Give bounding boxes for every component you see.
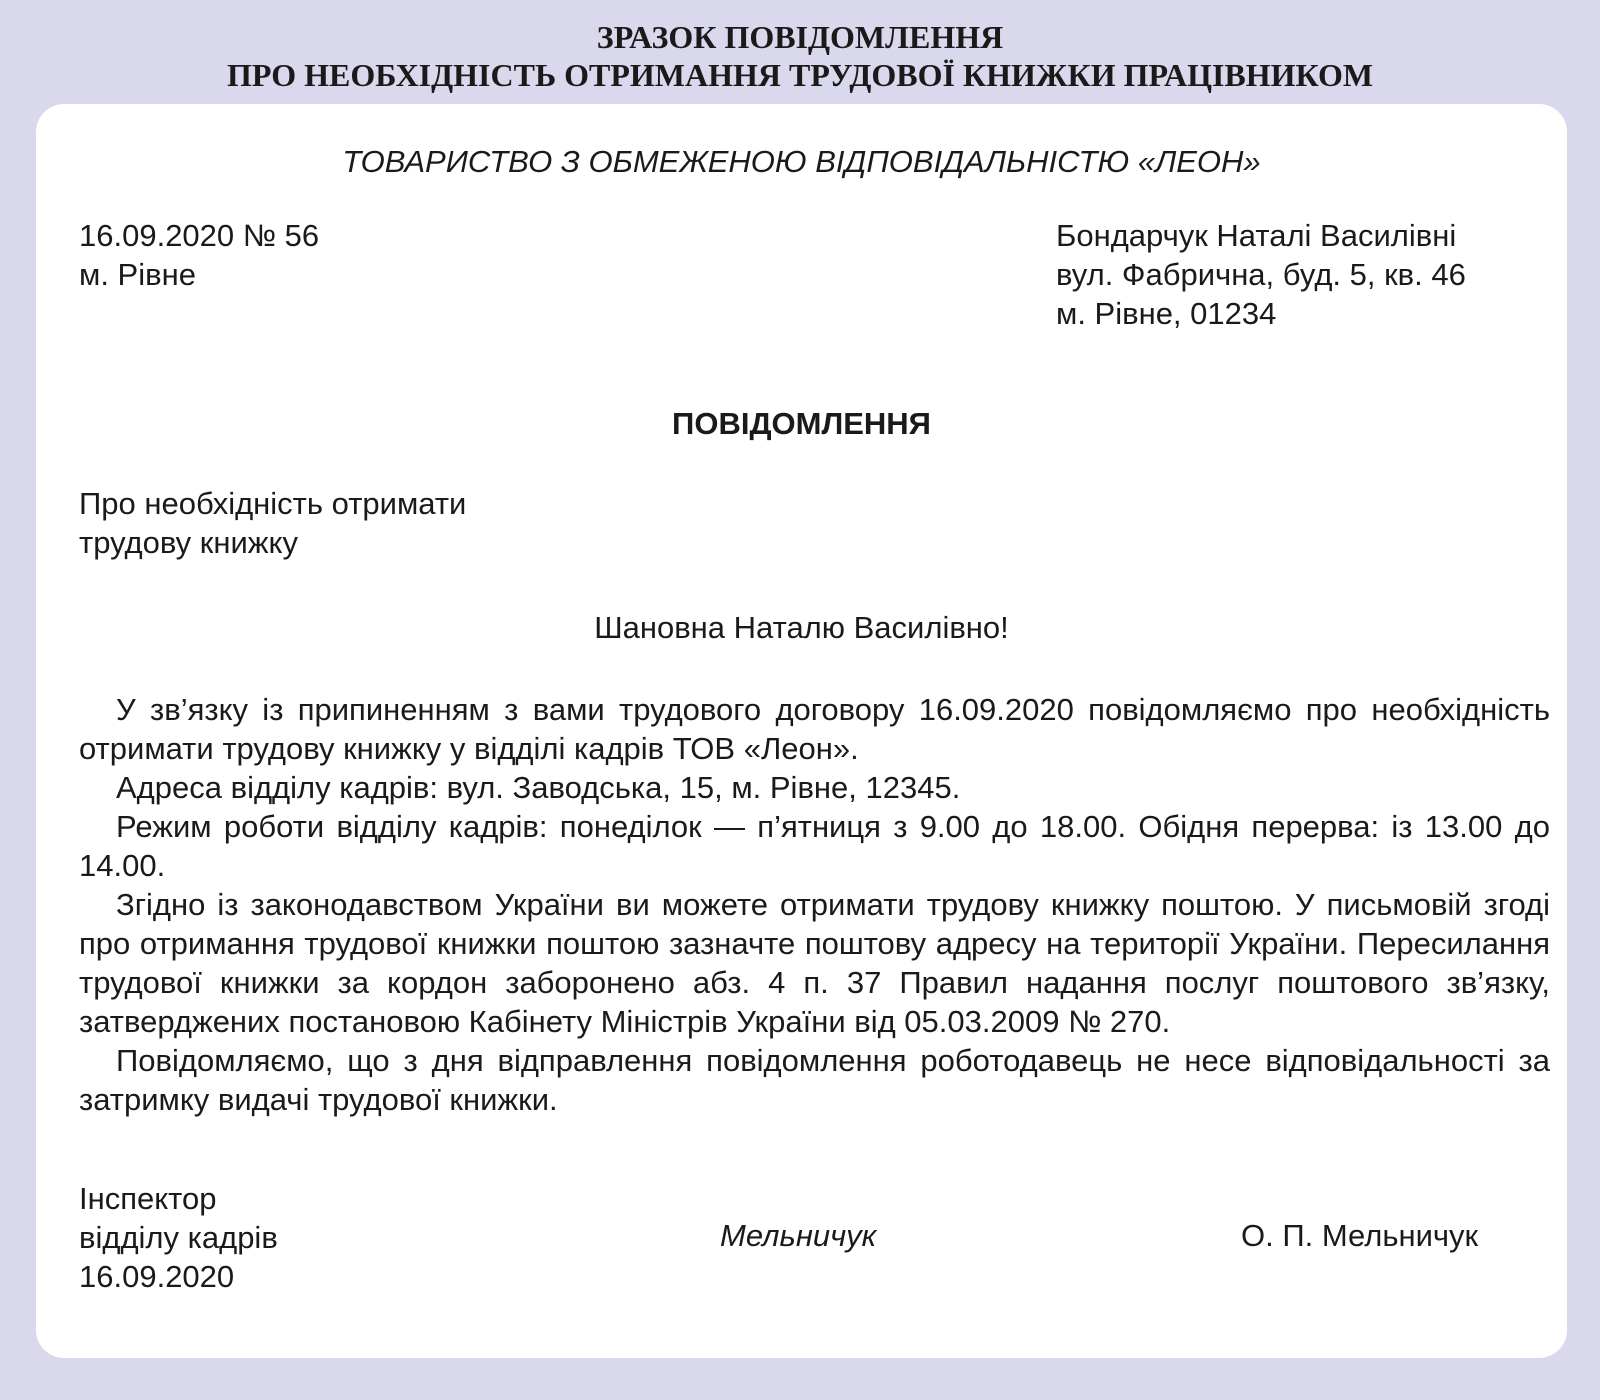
sample-heading-line1: ЗРАЗОК ПОВІДОМЛЕННЯ <box>596 19 1004 55</box>
recipient-name: Бондарчук Наталі Василівні <box>1056 218 1457 253</box>
subject-line2: трудову книжку <box>79 525 298 560</box>
recipient-city: м. Рівне, 01234 <box>1056 296 1277 331</box>
document-card <box>36 104 1567 1358</box>
handwritten-signature: Мельничук <box>720 1218 877 1253</box>
sample-heading-line2: ПРО НЕОБХІДНІСТЬ ОТРИМАННЯ ТРУДОВОЇ КНИЖКИ ПРАЦІВНИКОМ <box>226 57 1374 93</box>
signatory-name: О. П. Мельничук <box>1241 1218 1479 1253</box>
body-paragraph: Згідно із законодавством України ви можете отримати трудову книжку поштою. У письмовій згоді про отримання трудової книжки поштою зазначте поштову адресу на території України. Пересилання трудової книжки за кордон заборонено абз. 4 п. 37 Правил надання послуг поштового зв’язку, затверджених постановою Кабінету Міністрів України від 05.03.2009 № 270. <box>79 887 1550 1039</box>
outgoing-date-number: 16.09.2020 № 56 <box>79 218 320 253</box>
letter-body <box>79 690 1550 1119</box>
company-name: ТОВАРИСТВО З ОБМЕЖЕНОЮ ВІДПОВІДАЛЬНІСТЮ «ЛЕОН» <box>342 144 1261 179</box>
document-title: ПОВІДОМЛЕННЯ <box>672 406 931 441</box>
signatory-position-line2: відділу кадрів <box>79 1220 278 1255</box>
recipient-street: вул. Фабрична, буд. 5, кв. 46 <box>1056 257 1466 292</box>
sample-heading <box>0 18 1600 94</box>
body-paragraph: У зв’язку із припиненням з вами трудового договору 16.09.2020 повідомляємо про необхідність отримати трудову книжку у відділі кадрів ТОВ «Леон». <box>79 692 1550 766</box>
body-paragraph: Режим роботи відділу кадрів: понеділок — п’ятниця з 9.00 до 18.00. Обідня перерва: із 13.00 до 14.00. <box>79 809 1550 883</box>
body-paragraph: Адреса відділу кадрів: вул. Заводська, 15, м. Рівне, 12345. <box>116 770 961 805</box>
signature-date: 16.09.2020 <box>79 1259 235 1294</box>
outgoing-city: м. Рівне <box>79 257 196 292</box>
greeting: Шановна Наталю Василівно! <box>594 610 1009 645</box>
body-paragraph: Повідомляємо, що з дня відправлення повідомлення роботодавець не несе відповідальності за затримку видачі трудової книжки. <box>79 1043 1550 1117</box>
signatory-position-line1: Інспектор <box>79 1181 217 1216</box>
subject-line1: Про необхідність отримати <box>79 486 467 521</box>
